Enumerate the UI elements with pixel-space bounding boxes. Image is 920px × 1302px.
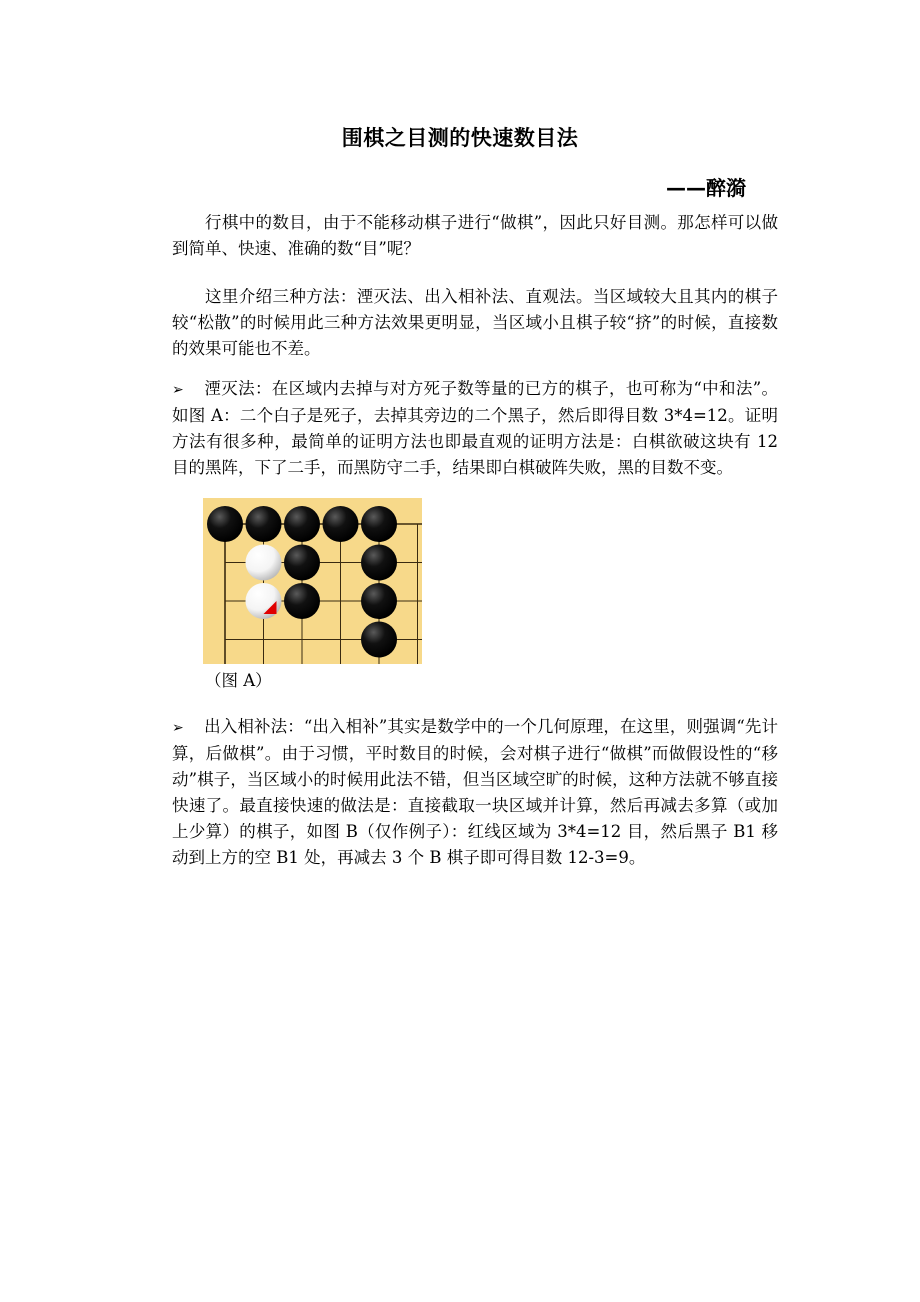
black-stone xyxy=(361,506,397,542)
bullet-text: 出入相补法：“出入相补”其实是数学中的一个几何原理，在这里，则强调“先计算，后做棋”。由于习惯，平时数目的时候，会对棋子进行“做棋”而做假设性的“移动”棋子，当区域小的时候用此法不错，但当区域空旷的时候，这种方法就不够直接快速了。最直接快速的做法是：直接截取一块区域并计算，然后再减去多算（或加上少算）的棋子，如图 B（仅作例子）：红线区域为 3*4=12 目，然后黑子 B1 移动到上方的空 B1 处，再减去 3 个 B 棋子即可得目数 12-3=9。 xyxy=(172,717,778,867)
black-stone xyxy=(361,583,397,619)
document-title: 围棋之目测的快速数目法 xyxy=(341,126,579,150)
black-stone xyxy=(284,545,320,581)
bullet-out-in-method xyxy=(172,714,778,871)
black-stone xyxy=(361,545,397,581)
bullet-text: 湮灭法：在区域内去掉与对方死子数等量的已方的棋子，也可称为“中和法”。如图 A：二个白子是死子，去掉其旁边的二个黑子，然后即得目数 3*4=12。证明方法有很多种，最简单的证明方法也即最直观的证明方法是：白棋欲破这块有 12 目的黑阵，下了二手，而黑防守二手，结果即白棋破阵失败，黑的目数不变。 xyxy=(172,379,778,477)
methods-paragraph: 这里介绍三种方法：湮灭法、出入相补法、直观法。当区域较大且其内的棋子较“松散”的时候用此三种方法效果更明显，当区域小且棋子较“挤”的时候，直接数的效果可能也不差。 xyxy=(172,287,778,358)
go-board-figure-a xyxy=(203,498,422,664)
white-stone xyxy=(246,545,282,581)
go-board xyxy=(203,498,422,664)
figure-caption: （图 A） xyxy=(205,671,272,690)
black-stone xyxy=(284,583,320,619)
black-stone xyxy=(361,622,397,658)
bullet-arrow-icon: ➢ xyxy=(172,382,184,398)
black-stone xyxy=(284,506,320,542)
intro-paragraph: 行棋中的数目，由于不能移动棋子进行“做棋”，因此只好目测。那怎样可以做到简单、快速、准确的数“目”呢？ xyxy=(172,213,778,258)
black-stone xyxy=(207,506,243,542)
document-author: ——醉漪 xyxy=(666,176,746,200)
black-stone xyxy=(246,506,282,542)
bullet-annihilation-method xyxy=(172,376,778,481)
bullet-arrow-icon: ➢ xyxy=(172,720,184,736)
black-stone xyxy=(323,506,359,542)
